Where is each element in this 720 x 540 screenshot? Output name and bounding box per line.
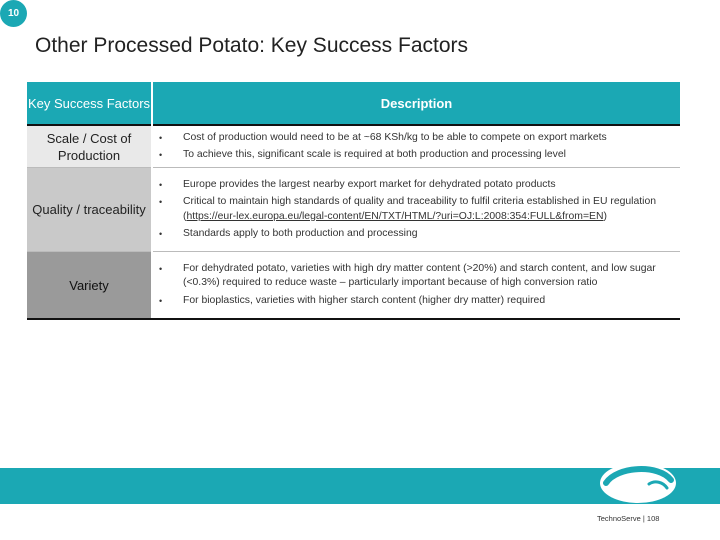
factor-cell: Scale / Cost of Production xyxy=(27,125,152,168)
list-item xyxy=(153,262,672,291)
list-item xyxy=(153,178,672,193)
footer-credit: TechnoServe | 108 xyxy=(597,514,660,523)
list-item xyxy=(153,131,672,146)
bullet-text-end: ) xyxy=(603,210,607,222)
bullet-icon: • xyxy=(159,132,163,143)
bullet-text: To achieve this, significant scale is required at both production and processing level xyxy=(183,149,566,160)
bullet-text: Standards apply to both production and processing xyxy=(183,228,418,239)
table-header-row xyxy=(27,82,680,125)
factor-cell: Quality / traceability xyxy=(27,168,152,252)
bullet-icon: • xyxy=(159,150,163,160)
bullet-text: Critical to maintain high standards of quality and traceability to fulfil criteria established in EU regulation ( xyxy=(183,196,657,222)
bullet-icon: • xyxy=(159,179,163,190)
list-item xyxy=(153,148,672,163)
page-number-badge: 10 xyxy=(0,0,27,27)
header-key-success-factors: Key Success Factors xyxy=(27,82,152,125)
bullet-icon: • xyxy=(159,263,163,274)
bullet-text: For dehydrated potato, varieties with high dry matter content (>20%) and starch content, and low sugar (<0.3%) required to reduce waste – particularly important because of high conversion ratio xyxy=(183,262,656,289)
bullet-icon: • xyxy=(159,197,163,207)
factor-cell: Variety xyxy=(27,252,152,320)
page-title: Other Processed Potato: Key Success Factors xyxy=(35,34,469,57)
technoserve-logo-icon xyxy=(597,458,679,504)
bullet-text: For bioplastics, varieties with higher starch content (higher dry matter) required xyxy=(183,294,546,306)
description-cell xyxy=(152,252,680,320)
eu-regulation-link[interactable]: https://eur-lex.europa.eu/legal-content/EN/TXT/HTML/?uri=OJ:L:2008:354:FULL&from=EN xyxy=(186,210,604,222)
description-cell xyxy=(152,168,680,252)
key-success-factors-table xyxy=(27,82,680,320)
list-item xyxy=(153,294,672,309)
bullet-icon: • xyxy=(159,229,163,239)
bullet-icon: • xyxy=(159,295,163,306)
description-cell xyxy=(152,125,680,168)
bullet-text: Europe provides the largest nearby export market for dehydrated potato products xyxy=(183,178,556,190)
table-row xyxy=(27,168,680,252)
table-row xyxy=(27,125,680,168)
list-item xyxy=(153,195,672,224)
header-description: Description xyxy=(152,82,680,125)
list-item xyxy=(153,227,672,242)
table-row xyxy=(27,252,680,320)
bullet-text: Cost of production would need to be at ~68 KSh/kg to be able to compete on export markets xyxy=(183,131,607,143)
